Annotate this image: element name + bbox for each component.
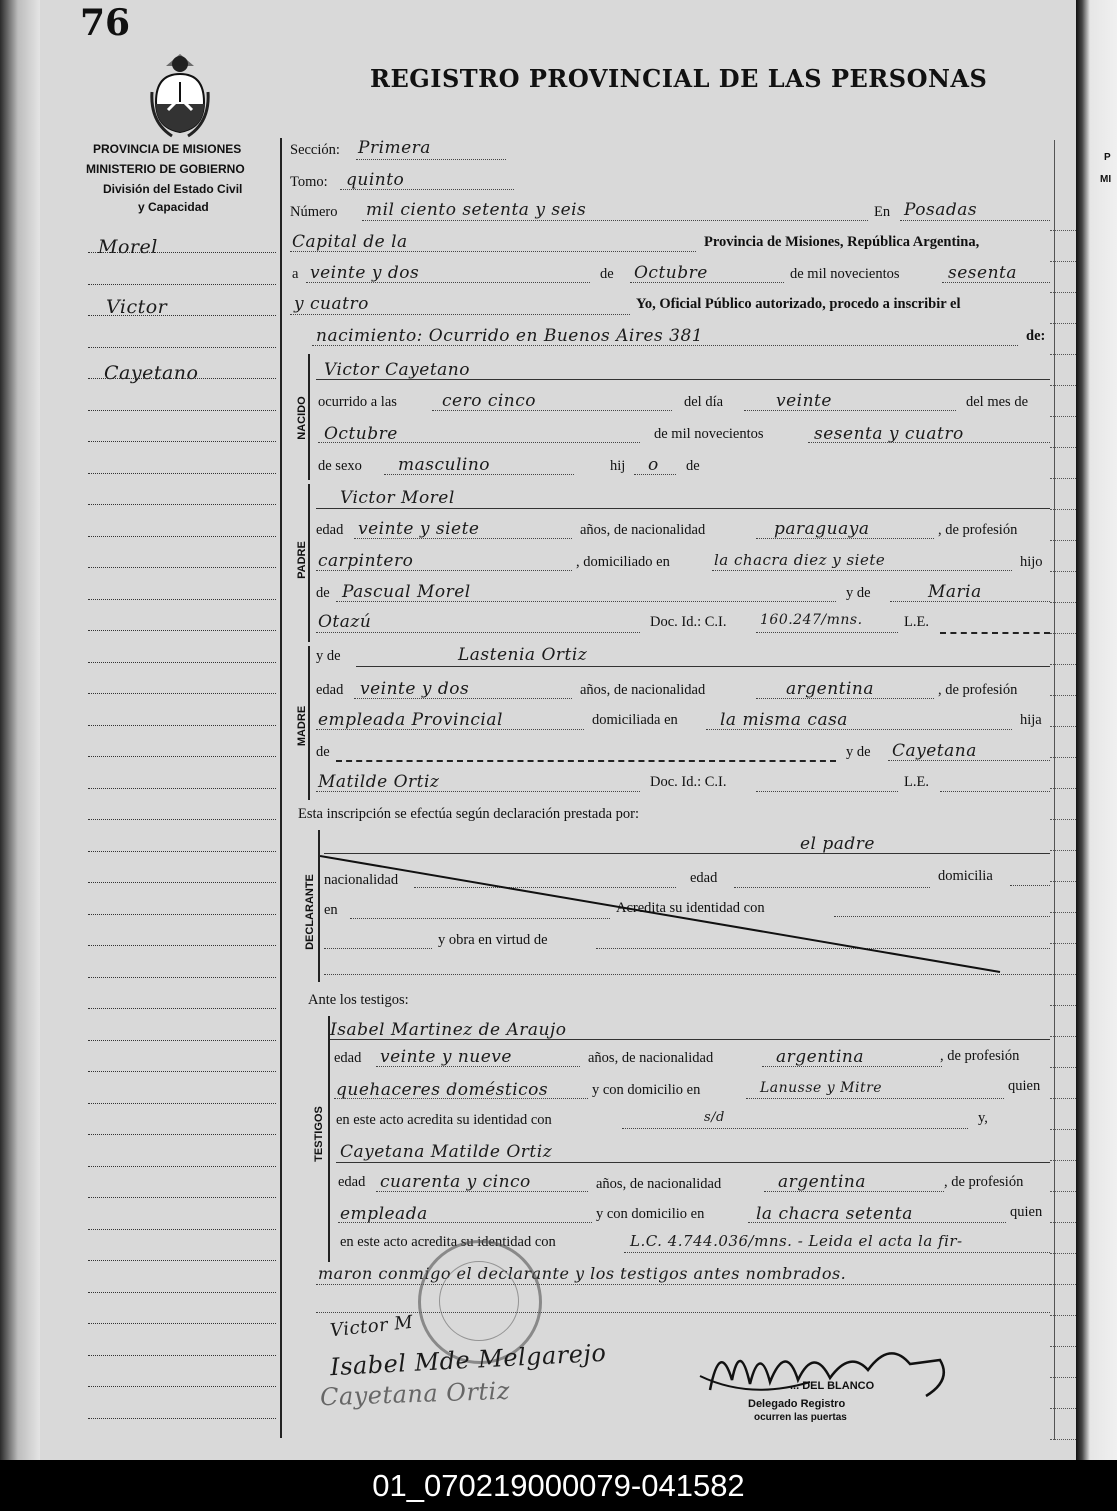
t2-acredita-value: L.C. 4.744.036/mns. - Leida el acta la fir- [630,1232,963,1250]
margin-ruled-line [88,630,276,631]
declarante-obra-label: y obra en virtud de [438,932,548,948]
madre-section-label: MADRE [296,705,308,747]
t2-acredita-label: en este acto acredita su identidad con [340,1234,556,1250]
testigo1-name: Isabel Martinez de Araujo [330,1020,567,1040]
right-ruled-line [1050,1377,1076,1378]
right-ruled-line [1050,261,1076,262]
declarante-strike-line [320,854,1010,976]
padre-edad-label: edad [316,522,344,538]
margin-ruled-line [88,410,276,411]
right-ruled-line [1050,1408,1076,1409]
capacity-label: y Capacidad [138,200,209,214]
provincia-text: Provincia de Misiones, República Argentina, [704,234,980,250]
nacido-de-label: de [686,458,700,474]
padre-de-value: Pascual Morel [342,582,471,602]
right-ruled-line [1050,788,1076,789]
sexo-label: de sexo [318,458,362,474]
t1-profesion-value: quehaceres domésticos [336,1080,549,1100]
margin-ruled-line [88,788,276,789]
right-ruled-line [1050,385,1076,386]
testigos-bracket [328,1016,330,1262]
margin-ruled-line [88,914,276,915]
padre-edad-value: veinte y siete [358,519,480,539]
t1-domicilio-value: Lanusse y Mitre [760,1080,883,1096]
margin-ruled-line [88,1292,276,1293]
madre-hija-label: hija [1020,712,1042,728]
t1-nacionalidad-value: argentina [776,1047,865,1067]
margin-ruled-line [88,441,276,442]
padre-anios-label: años, de nacionalidad [580,522,706,538]
signature-declarante: Victor M [329,1311,415,1342]
right-ruled-line [1050,354,1076,355]
mes-value: Octubre [634,263,708,283]
madre-nacionalidad-value: argentina [786,679,875,699]
nacimiento-value: nacimiento: Ocurrido en Buenos Aires 381 [316,326,704,346]
margin-ruled-line [88,662,276,663]
right-ruled-line [1050,664,1076,665]
margin-ruled-line [88,882,276,883]
signature-witness2: Cayetana Ortiz [319,1376,511,1412]
madre-profesion-label: , de profesión [938,682,1018,698]
t2-nacionalidad-value: argentina [778,1172,867,1192]
declarante-domicilia-label: domicilia [938,868,993,884]
right-ruled-line [1050,447,1076,448]
t1-edad-value: veinte y nueve [380,1047,512,1067]
t2-anios-label: años, de nacionalidad [596,1176,722,1192]
madre-bracket [308,646,310,800]
page-number: 76 [80,2,131,44]
mes-value: Octubre [324,424,398,444]
official-stamp-title: Delegado Registro [748,1398,846,1410]
madre-name: Lastenia Ortiz [458,645,588,665]
padre-doc-value: 160.247/mns. [760,612,863,628]
right-ruled-line [1050,1160,1076,1161]
margin-ruled-line [88,1197,276,1198]
sexo-value: masculino [398,455,491,475]
margin-ruled-line [88,1323,276,1324]
margin-ruled-line [88,1103,276,1104]
testigo2-name: Cayetana Matilde Ortiz [340,1142,553,1162]
right-ruled-line [1050,1222,1076,1223]
right-ruled-line [1050,695,1076,696]
capital-value: Capital de la [292,232,408,252]
margin-ruled-line [88,851,276,852]
adjacent-page-fragment: P [1104,152,1111,163]
t1-y-label: y, [978,1110,988,1126]
margin-ruled-line [88,315,276,316]
padre-bracket [308,484,310,642]
archive-code: 01_070219000079-041582 [0,1460,1117,1511]
right-ruled-line [1050,478,1076,479]
right-ruled-line [1050,323,1076,324]
t2-quien-label: quien [1010,1204,1043,1220]
t2-edad-value: cuarenta y cinco [380,1172,531,1192]
t2-domicilio-label: y con domicilio en [596,1206,705,1222]
ocurrido-label: ocurrido a las [318,394,397,410]
margin-ruled-line [88,756,276,757]
form-right-border [1054,140,1055,1440]
margin-ruled-line [88,378,276,379]
madre-anios-label: años, de nacionalidad [580,682,706,698]
de-label: de [600,266,614,282]
tomo-label: Tomo: [290,174,328,190]
dia-value: veinte y dos [310,263,420,283]
province-label: PROVINCIA DE MISIONES [93,142,242,156]
margin-ruled-line [88,1008,276,1009]
adjacent-page-edge [1076,0,1117,1460]
anio-value: sesenta [948,263,1017,283]
padre-domiciliado-label: , domiciliado en [576,554,670,570]
padre-madre-value: Maria [928,582,982,602]
declarante-nacionalidad-label: nacionalidad [324,872,399,888]
closing-line: maron conmigo el declarante y los testigos antes nombrados. [318,1264,847,1283]
margin-ruled-line [88,567,276,568]
right-ruled-line [1050,726,1076,727]
madre-domiciliada-label: domiciliada en [592,712,678,728]
margin-ruled-line [88,1166,276,1167]
declarante-acredita-label: Acredita su identidad con [616,900,765,916]
nacido-bracket [308,354,310,480]
tomo-value: quinto [346,170,405,190]
margin-ruled-line [88,473,276,474]
margin-ruled-line [88,1355,276,1356]
t2-domicilio-value: la chacra setenta [756,1204,913,1224]
t2-profesion-value: empleada [340,1204,428,1224]
right-ruled-line [1050,943,1076,944]
right-ruled-line [1050,1036,1076,1037]
right-ruled-line [1050,509,1076,510]
t2-profesion-label: , de profesión [944,1174,1024,1190]
margin-ruled-line [88,504,276,505]
declaracion-text: Esta inscripción se efectúa según declaración prestada por: [298,806,640,822]
de-mil-text: de mil novecientos [790,266,900,282]
right-ruled-line [1050,540,1076,541]
right-ruled-line [1050,602,1076,603]
right-ruled-line [1050,912,1076,913]
right-ruled-line [1050,230,1076,231]
margin-first-name: Victor [106,296,168,318]
t1-acredita-value: s/d [704,1110,725,1125]
declarante-section-label: DECLARANTE [304,874,316,950]
padre-le-label: L.E. [904,614,929,630]
t1-edad-label: edad [334,1050,362,1066]
madre-doc-label: Doc. Id.: C.I. [650,774,727,790]
madre-y-de2-label: y de [846,744,871,760]
nacido-name: Victor Cayetano [324,360,470,380]
margin-ruled-line [88,977,276,978]
division-label: División del Estado Civil [103,182,243,196]
margin-ruled-line [88,252,276,253]
right-ruled-line [1050,1346,1076,1347]
padre-doc-label: Doc. Id.: C.I. [650,614,727,630]
dia-value: veinte [776,391,832,411]
t1-acredita-label: en este acto acredita su identidad con [336,1112,552,1128]
official-signature-icon [690,1320,960,1410]
margin-ruled-line [88,725,276,726]
numero-value: mil ciento setenta y seis [366,200,587,220]
padre-profesion-value: carpintero [318,551,414,571]
madre-de-label: de [316,744,330,760]
t2-edad-label: edad [338,1174,366,1190]
right-ruled-line [1050,1284,1076,1285]
en-label: En [874,204,891,220]
t1-quien-label: quien [1008,1078,1041,1094]
seccion-value: Primera [358,138,431,158]
right-ruled-line [1050,633,1076,634]
right-ruled-line [1050,974,1076,975]
anio-value-cont: y cuatro [294,294,369,314]
padre-section-label: PADRE [296,541,308,579]
madre-edad-label: edad [316,682,344,698]
del-dia-label: del día [684,394,724,410]
padre-profesion-label: , de profesión [938,522,1018,538]
right-ruled-line [1050,1098,1076,1099]
right-ruled-line [1050,881,1076,882]
padre-nacionalidad-value: paraguaya [774,519,870,539]
page-title: REGISTRO PROVINCIAL DE LAS PERSONAS [370,64,988,93]
margin-ruled-line [88,1229,276,1230]
t1-anios-label: años, de nacionalidad [588,1050,714,1066]
right-ruled-line [1050,571,1076,572]
padre-madre-value-cont: Otazú [318,612,372,632]
madre-domicilio-value: la misma casa [720,710,848,730]
margin-ruled-line [88,819,276,820]
madre-madre-value: Cayetana [892,741,977,761]
right-ruled-line [1050,1067,1076,1068]
coat-of-arms-icon [148,52,212,138]
official-stamp-place: ocurren las puertas [754,1412,847,1423]
ministry-label: MINISTERIO DE GOBIERNO [86,162,245,176]
right-ruled-line [1050,757,1076,758]
padre-de-label: de [316,585,330,601]
nacido-section-label: NACIDO [296,396,308,440]
right-ruled-line [1050,1191,1076,1192]
t1-profesion-label: , de profesión [940,1048,1020,1064]
seccion-label: Sección: [290,142,340,158]
margin-surname: Morel [98,236,158,258]
declarante-value: el padre [800,834,875,854]
right-ruled-line [1050,1005,1076,1006]
numero-label: Número [290,204,338,220]
declarante-edad-label: edad [690,870,718,886]
margin-ruled-line [88,1071,276,1072]
en-value: Posadas [904,200,978,220]
margin-ruled-line [88,693,276,694]
margin-ruled-line [88,599,276,600]
right-ruled-line [1050,819,1076,820]
madre-le-label: L.E. [904,774,929,790]
yo-text: Yo, Oficial Público autorizado, procedo a inscribir el [636,296,961,312]
right-ruled-line [1050,416,1076,417]
right-ruled-line [1050,292,1076,293]
adjacent-page-fragment: MI [1100,174,1112,185]
de-colon: de: [1026,328,1046,344]
madre-edad-value: veinte y dos [360,679,470,699]
madre-madre-value-cont: Matilde Ortiz [318,772,440,792]
margin-second-name: Cayetano [104,362,199,384]
madre-profesion-value: empleada Provincial [318,710,503,730]
declarante-en-label: en [324,902,338,918]
margin-ruled-line [88,536,276,537]
margin-ruled-line [88,1260,276,1261]
padre-hijo-label: hijo [1020,554,1043,570]
margin-ruled-line [88,347,276,348]
a-label: a [292,266,299,282]
margin-ruled-line [88,945,276,946]
right-ruled-line [1050,1315,1076,1316]
margin-ruled-line [88,1386,276,1387]
right-ruled-line [1050,1129,1076,1130]
hij-value: o [648,455,659,475]
official-stamp-name: ... DEL BLANCO [790,1380,875,1392]
right-ruled-line [1050,850,1076,851]
margin-ruled-line [88,1134,276,1135]
t1-domicilio-label: y con domicilio en [592,1082,701,1098]
margin-ruled-line [88,1040,276,1041]
hora-value: cero cinco [442,391,537,411]
de-mil-label: de mil novecientos [654,426,764,442]
margin-ruled-line [88,1418,276,1419]
padre-domicilio-value: la chacra diez y siete [714,551,886,569]
padre-y-de-label: y de [846,585,871,601]
padre-name: Victor Morel [340,488,455,508]
anio-value: sesenta y cuatro [814,424,964,444]
testigos-section-label: TESTIGOS [313,1106,325,1162]
del-mes-label: del mes de [966,394,1029,410]
madre-y-de-label: y de [316,648,341,664]
right-ruled-line [1050,1253,1076,1254]
form-left-border [280,138,282,1438]
margin-ruled-line [88,284,276,285]
signature-witness1: Isabel Mde Melgarejo [329,1338,607,1382]
ante-testigos-label: Ante los testigos: [308,992,409,1008]
hij-label: hij [610,458,626,474]
right-ruled-line [1050,1439,1076,1440]
